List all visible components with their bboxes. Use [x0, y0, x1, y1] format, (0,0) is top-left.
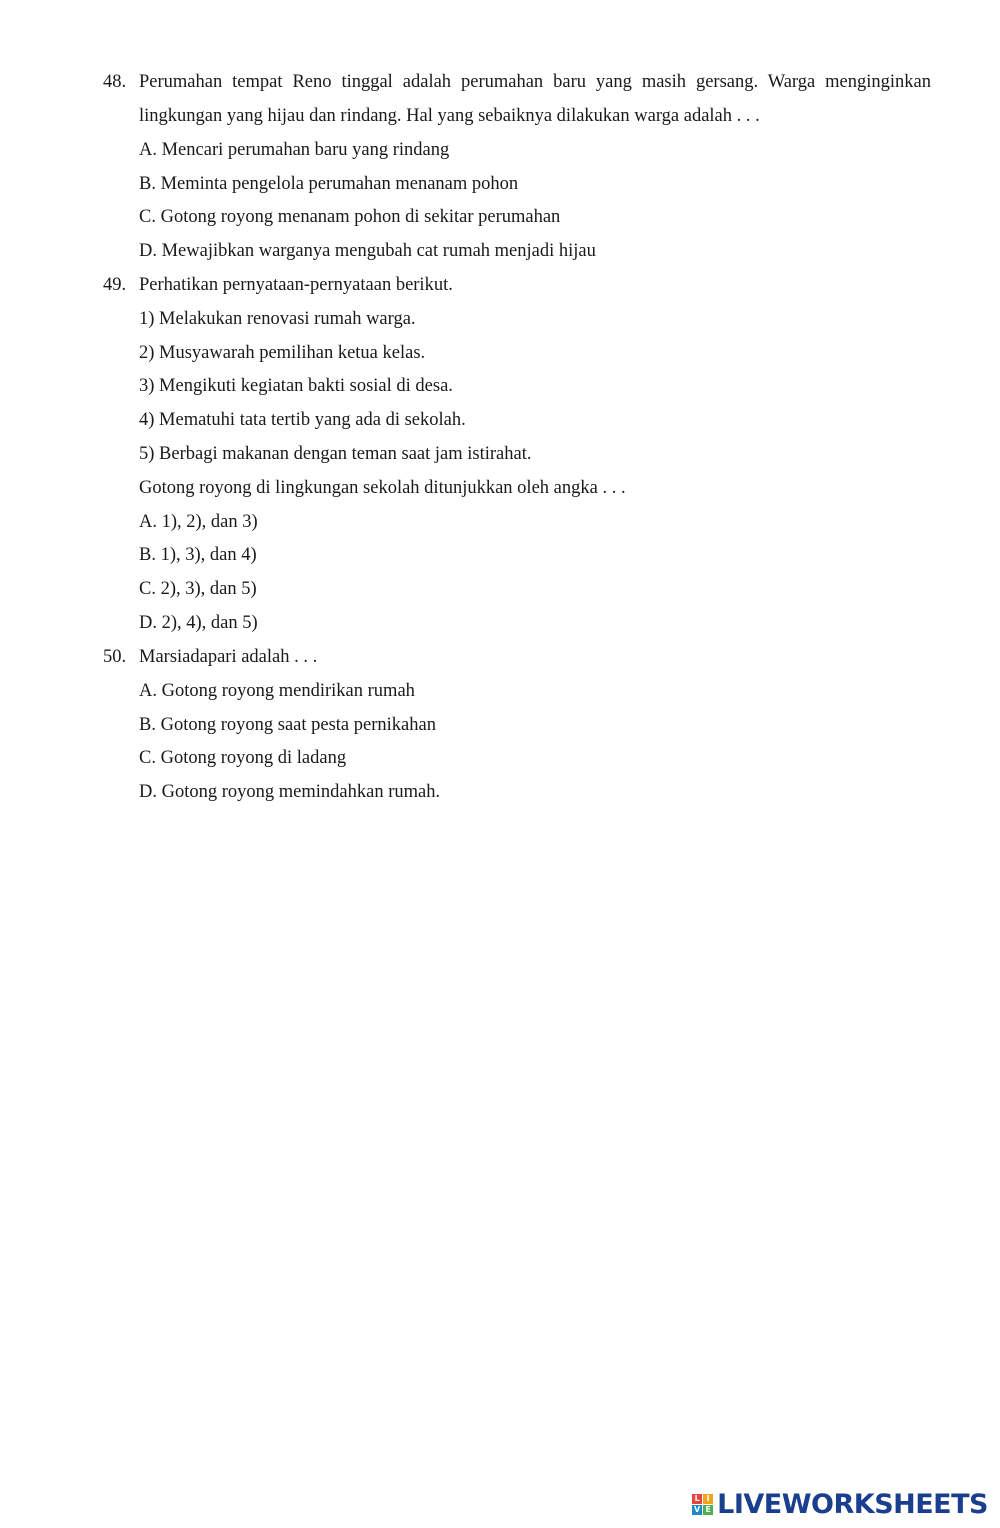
logo-letter: V: [694, 1505, 701, 1514]
answer-option-d[interactable]: D. Gotong royong memindahkan rumah.: [139, 782, 441, 802]
statement-item: 4) Mematuhi tata tertib yang ada di sekolah.: [139, 410, 466, 430]
answer-option-c[interactable]: C. Gotong royong di ladang: [139, 748, 347, 768]
answer-option-b[interactable]: B. 1), 3), dan 4): [139, 545, 257, 565]
question-stem-line: Perumahan tempat Reno tinggal adalah perumahan baru yang masih gersang. Warga menginginkan: [139, 72, 931, 92]
question-number: 48.: [103, 72, 127, 92]
answer-option-b[interactable]: B. Gotong royong saat pesta pernikahan: [139, 715, 436, 735]
answer-option-a[interactable]: A. Mencari perumahan baru yang rindang: [139, 140, 450, 160]
question-number: 50.: [103, 647, 127, 667]
question-prompt: Gotong royong di lingkungan sekolah ditunjukkan oleh angka . . .: [139, 478, 626, 498]
question-number: 49.: [103, 275, 127, 295]
answer-option-d[interactable]: D. 2), 4), dan 5): [139, 613, 258, 633]
answer-option-a[interactable]: A. Gotong royong mendirikan rumah: [139, 681, 415, 701]
answer-option-a[interactable]: A. 1), 2), dan 3): [139, 512, 258, 532]
statement-item: 3) Mengikuti kegiatan bakti sosial di desa.: [139, 376, 453, 396]
question-stem-line: Perhatikan pernyataan-pernyataan berikut.: [139, 275, 453, 295]
answer-option-b[interactable]: B. Meminta pengelola perumahan menanam pohon: [139, 174, 519, 194]
question-stem-line: lingkungan yang hijau dan rindang. Hal yang sebaiknya dilakukan warga adalah . . .: [139, 106, 760, 126]
logo-text: LIVEWORKSHEETS: [717, 1489, 988, 1520]
question-stem-line: Marsiadapari adalah . . .: [139, 647, 318, 667]
answer-option-d[interactable]: D. Mewajibkan warganya mengubah cat rumah menjadi hijau: [139, 241, 596, 261]
logo-letter: L: [692, 1494, 702, 1504]
statement-item: 2) Musyawarah pemilihan ketua kelas.: [139, 343, 426, 363]
logo-letter: I: [703, 1494, 713, 1504]
statement-item: 5) Berbagi makanan dengan teman saat jam istirahat.: [139, 444, 532, 464]
logo-letter: E: [703, 1505, 713, 1515]
liveworksheets-logo: [692, 1489, 988, 1520]
answer-option-c[interactable]: C. Gotong royong menanam pohon di sekitar perumahan: [139, 207, 561, 227]
answer-option-c[interactable]: C. 2), 3), dan 5): [139, 579, 257, 599]
statement-item: 1) Melakukan renovasi rumah warga.: [139, 309, 416, 329]
logo-mark-icon: [692, 1494, 713, 1515]
